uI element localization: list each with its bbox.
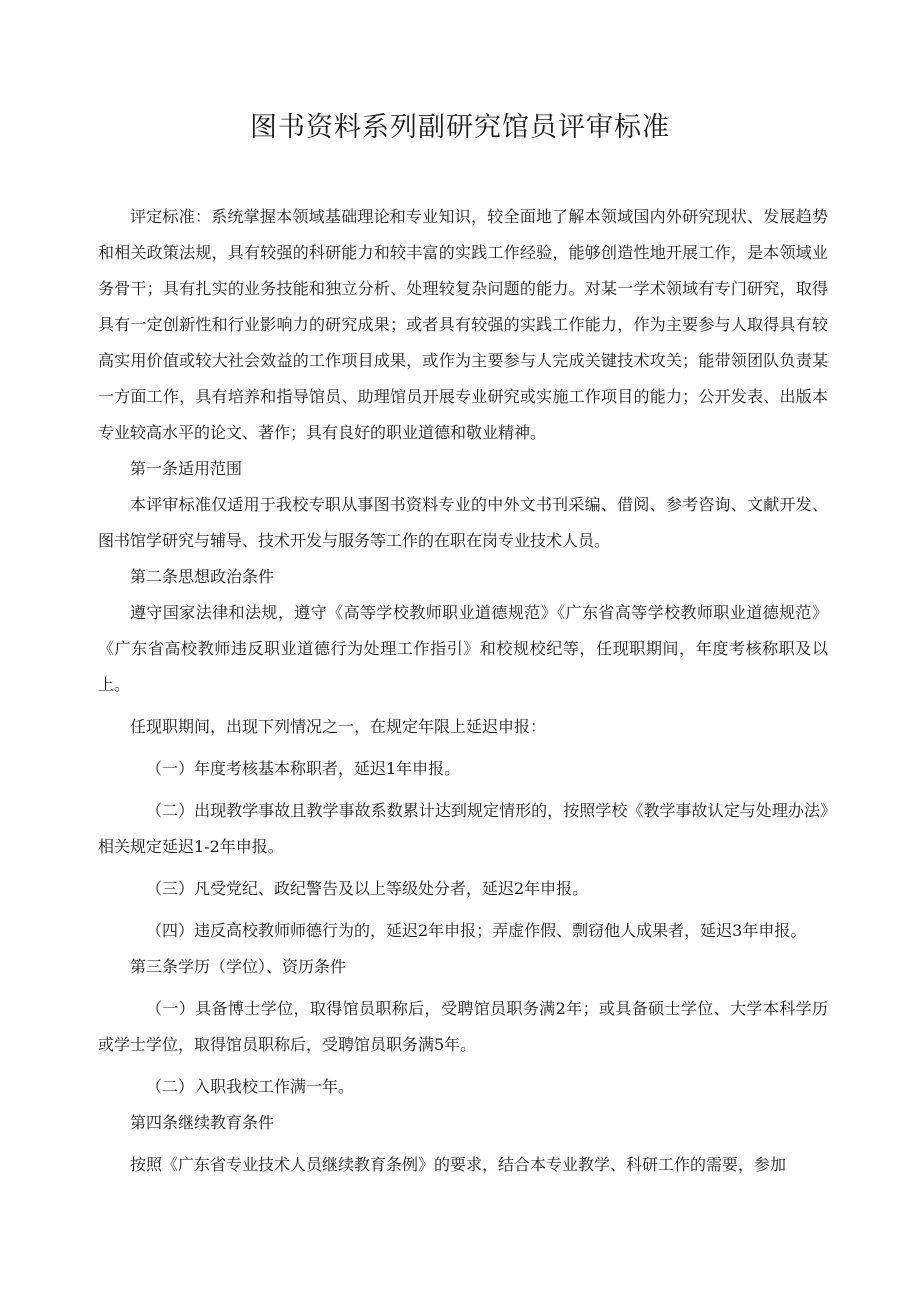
article-1-heading: 第一条适用范围	[130, 459, 243, 478]
delay-item-3: （三）凡受党纪、政纪警告及以上等级处分者，延迟2年申报。	[146, 879, 589, 898]
evaluation-standard-paragraph: 评定标准：系统掌握本领域基础理论和专业知识，较全面地了解本领域国内外研究现状、发展趋势和相关政策法规，具有较强的科研能力和较丰富的实践工作经验，能够创造性地开展工作，是本领域业务骨干；具有扎实的业务技能和独立分析、处理较复杂问题的能力。对某一学术领域有专门研究，取得具有一定创新性和行业影响力的研究成果；或者具有较强的实践工作能力，作为主要参与人取得具有较高实用价值或较大社会效益的工作项目成果，或作为主要参与人完成关键技术攻关；能带领团队负责某一方面工作，具有培养和指导馆员、助理馆员开展专业研究或实施工作项目的能力；公开发表、出版本专业较高水平的论文、著作；具有良好的职业道德和敬业精神。	[98, 207, 828, 442]
qualification-item-2: （二）入职我校工作满一年。	[146, 1077, 355, 1096]
article-2-heading: 第二条思想政治条件	[130, 567, 275, 586]
qualification-item-1: （一）具备博士学位，取得馆员职称后，受聘馆员职务满2年；或具备硕士学位、大学本科学历或学士学位，取得馆员职称后，受聘馆员职务满5年。	[98, 999, 828, 1054]
article-4-paragraph: 按照《广东省专业技术人员继续教育条例》的要求，结合本专业教学、科研工作的需要，参加	[130, 1155, 787, 1174]
document-title: 图书资料系列副研究馆员评审标准	[250, 112, 670, 143]
delay-item-4: （四）违反高校教师师德行为的，延迟2年申报；弄虚作假、剽窃他人成果者，延迟3年申报。	[146, 921, 807, 940]
article-3-heading: 第三条学历（学位）、资历条件	[130, 957, 347, 976]
delay-conditions-intro: 任现职期间，出现下列情况之一，在规定年限上延迟申报：	[130, 717, 547, 736]
article-4-heading: 第四条继续教育条件	[130, 1113, 275, 1132]
delay-item-2: （二）出现教学事故且教学事故系数累计达到规定情形的，按照学校《教学事故认定与处理办法》相关规定延迟1-2年申报。	[98, 801, 828, 856]
delay-item-1: （一）年度考核基本称职者，延迟1年申报。	[146, 759, 461, 778]
article-2-paragraph: 遵守国家法律和法规，遵守《高等学校教师职业道德规范》《广东省高等学校教师职业道德规范》《广东省高校教师违反职业道德行为处理工作指引》和校规校纪等，任现职期间，年度考核称职及以上。	[98, 603, 828, 694]
article-1-paragraph: 本评审标准仅适用于我校专职从事图书资料专业的中外文书刊采编、借阅、参考咨询、文献开发、图书馆学研究与辅导、技术开发与服务等工作的在职在岗专业技术人员。	[98, 495, 828, 550]
document-body	[98, 199, 828, 1183]
